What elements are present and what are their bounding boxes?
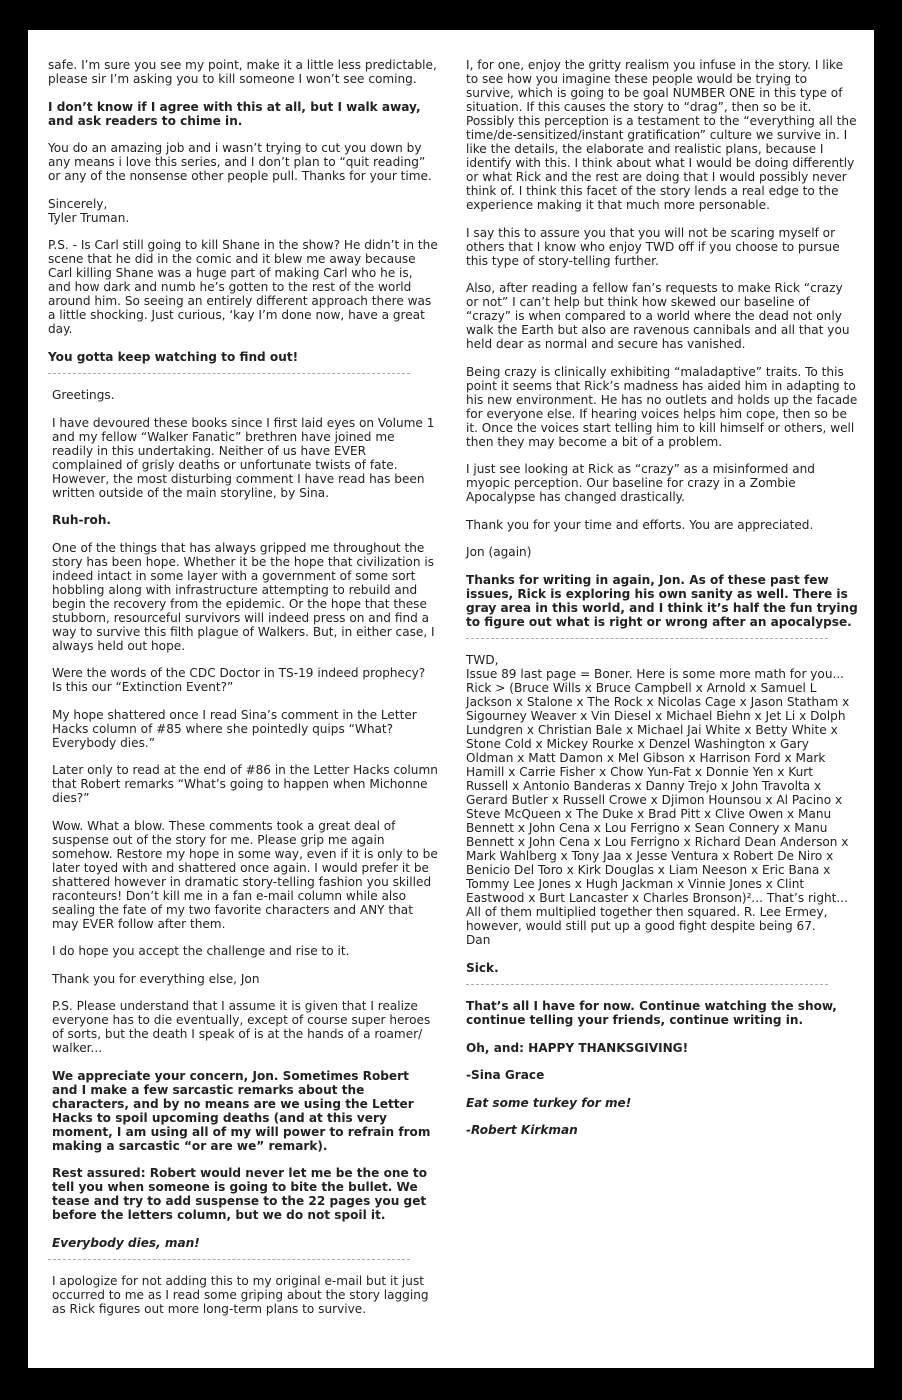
editor-reply: That’s all I have for now. Continue watching the show, continue telling your friends, continue writing in. (466, 999, 837, 1027)
letter-paragraph: Being crazy is clinically exhibiting “maladaptive” traits. To this point it seems that Rick’s madness has aided him in adapting to his new environment. He has no outlets and holds up the facade for everyone else. If hearing voices helps him cope, then so be it. Once the voices start telling him to kill himself or others, well then they may become a bit of a problem. (466, 364, 858, 449)
editor-signoff: -Robert Kirkman (466, 1123, 578, 1137)
letter-paragraph: Thank you for your time and efforts. You are appreciated. (466, 517, 814, 532)
editor-reply: You gotta keep watching to find out! (48, 349, 299, 364)
letter-paragraph: Jon (again) (466, 545, 532, 559)
editor-reply: Rest assured: Robert would never let me be the one to tell you when someone is going to bite the bullet. We tease and try to add suspense to the 22 pages you get before the letters column, but we do not spoil it. (52, 1166, 428, 1222)
letter-paragraph: Were the words of the CDC Doctor in TS-19 indeed prophecy? Is this our “Extinction Event?” (52, 666, 426, 694)
letter-paragraph: One of the things that has always gripped me throughout the story has been hope. Whether it be the hope that civilization is indeed intact in some layer with a government of some sort hobbling along with infrastructure attempting to rebuild and begin the recovery from the epidemic. Or the hope that these stubborn, resourceful survivors will indeed press on and find a way to survive this filth plague of Walkers. But, in either case, I always held out hope. (52, 540, 435, 653)
letter-paragraph: Thank you for everything else, Jon (52, 971, 260, 986)
letter-paragraph: I say this to assure you that you will not be scaring myself or others that I know who enjoy TWD off if you choose to pursue this type of story-telling further. (466, 225, 840, 268)
editor-signoff: Everybody dies, man! (52, 1235, 200, 1250)
editor-reply: Thanks for writing in again, Jon. As of these past few issues, Rick is exploring his own sanity as well. There is gray area in this world, and I think it’s half the fun trying to figure out what is right or wrong after an apocalypse. (466, 572, 858, 629)
editor-reply: Oh, and: HAPPY THANKSGIVING! (466, 1040, 689, 1055)
letter-paragraph: Wow. What a blow. These comments took a great deal of suspense out of the story for me. Please grip me again somehow. Restore my hope in some way, even if it is only to be later toyed with and shattered once again. I would prefer it be shattered however in dramatic story-telling fashion you skilled raconteurs! Don’t kill me in a fan e-mail column while also sealing the fate of my two favorite characters and ANY that may EVER follow after them. (52, 818, 438, 931)
letter-paragraph: You do an amazing job and i wasn’t trying to cut you down by any means i love this series, and I don’t plan to “quit reading” or any of the nonsense other people pull. Thanks for your time. (48, 141, 432, 183)
letter-paragraph: I apologize for not adding this to my original e-mail but it just occurred to me as I read some griping about the story lagging as Rick figures out more long-term plans to survive. (52, 1274, 429, 1316)
section-divider (48, 1259, 410, 1260)
letter-paragraph: I have devoured these books since I first laid eyes on Volume 1 and my fellow “Walker Fanatic” brethren have joined me readily in this undertaking. Neither of us have EVER complained of grisly deaths or unfortunate twists of fate. However, the most disturbing comment I have read has been written outside of the main storyline, by Sina. (52, 415, 435, 500)
letter-paragraph: Sincerely, Tyler Truman. (48, 196, 130, 225)
letter-paragraph: P.S. Please understand that I assume it is given that I realize everyone has to die eventually, except of course super heroes of sorts, but the death I speak of is at the hands of a roamer/ walker... (52, 999, 431, 1055)
letter-paragraph: I, for one, enjoy the gritty realism you infuse in the story. I like to see how you imagine these people would be trying to survive, which is going to be goal NUMBER ONE in this type of situation. If this causes the story to “drag”, then so be it. Possibly this perception is a testament to the “everything all the time/de-sensitized/instant gratification” culture we survive in. I like the details, the elaborate and realistic plans, because I identify with this. I think about what I would be doing differently or what Rick and the rest are doing that I would possibly never think of. I think this facet of the story lends a real edge to the experience making it that much more personable. (466, 58, 857, 212)
letter-paragraph: Also, after reading a fellow fan’s requests to make Rick “crazy or not” I can’t help but think how skewed our baseline of “crazy” is when compared to a world where the dead not only walk the Earth but also are ravenous cannibals and all that you held dear as normal and secure has vanished. (466, 281, 850, 351)
editor-reply: Ruh-roh. (52, 513, 112, 527)
right-column (466, 58, 858, 1151)
letters-page (28, 30, 874, 1368)
section-divider (466, 984, 828, 985)
section-divider (466, 638, 828, 639)
editor-reply: I don’t know if I agree with this at all, but I walk away, and ask readers to chime in. (48, 99, 421, 128)
left-column (48, 58, 438, 1330)
letter-paragraph: My hope shattered once I read Sina’s comment in the Letter Hacks column of #85 where she pointedly quips “What? Everybody dies.” (52, 707, 417, 750)
letter-paragraph: safe. I’m sure you see my point, make it a little less predictable, please sir I’m asking you to kill someone I won’t see coming. (48, 58, 437, 86)
letter-paragraph: I do hope you accept the challenge and rise to it. (52, 944, 350, 958)
editor-reply: -Sina Grace (466, 1068, 545, 1082)
editor-reply: We appreciate your concern, Jon. Sometimes Robert and I make a few sarcastic remarks about the characters, and by no means are we using the Letter Hacks to spoil upcoming deaths (and at this very moment, I am using all of my will power to refrain from making a sarcastic “or are we” remark). (52, 1068, 431, 1153)
letter-paragraph: P.S. - Is Carl still going to kill Shane in the show? He didn’t in the scene that he did in the comic and it blew me away because Carl killing Shane was a huge part of making Carl who he is, and how dark and numb he’s gotten to the rest of the world around him. So seeing an entirely different approach there was a little shocking. Just curious, ‘kay I’m done now, have a great day. (48, 238, 438, 336)
editor-signoff: Eat some turkey for me! (466, 1095, 632, 1110)
letter-paragraph: Greetings. (52, 388, 115, 402)
letter-paragraph: I just see looking at Rick as “crazy” as a misinformed and myopic perception. Our baseline for crazy in a Zombie Apocalypse has changed drastically. (466, 462, 815, 504)
letter-paragraph: TWD, Issue 89 last page = Boner. Here is some more math for you... Rick > (Bruce Wills x Bruce Campbell x Arnold x Samuel L Jackson x Stalone x The Rock x Nicolas Cage x Jason Statham x Sigourney Weaver x Vin Diesel x Michael Biehn x Jet Li x Dolph Lundgren x Christian Bale x Michael Jai White x Betty White x Stone Cold x Mickey Rourke x Denzel Washington x Gary Oldman x Matt Damon x Mel Gibson x Harrison Ford x Mark Hamill x Carrie Fisher x Chow Yun-Fat x Donnie Yen x Kurt Russell x Antonio Banderas x Danny Trejo x John Travolta x Gerard Butler x Russell Crowe x Djimon Hounsou x Al Pacino x Steve McQueen x The Duke x Brad Pitt x Clive Owen x Manu Bennett x John Cena x Lou Ferrigno x Sean Connery x Manu Bennett x John Cena x Lou Ferrigno x Richard Dean Anderson x Mark Wahlberg x Tony Jaa x Jesse Ventura x Robert De Niro x Benicio Del Toro x Kirk Douglas x Liam Neeson x Eric Bana x Tommy Lee Jones x Hugh Jackman x Vinnie Jones x Clint Eastwood x Burt Lancaster x Charles Bronson)²... That’s right... All of them multiplied together then squared. R. Lee Ermey, however, would still put up a good fight despite being 67. Dan (466, 653, 850, 947)
letter-paragraph: Later only to read at the end of #86 in the Letter Hacks column that Robert remarks “What’s going to happen when Michonne dies?” (52, 763, 438, 805)
section-divider (48, 373, 410, 374)
editor-reply: Sick. (466, 960, 499, 975)
